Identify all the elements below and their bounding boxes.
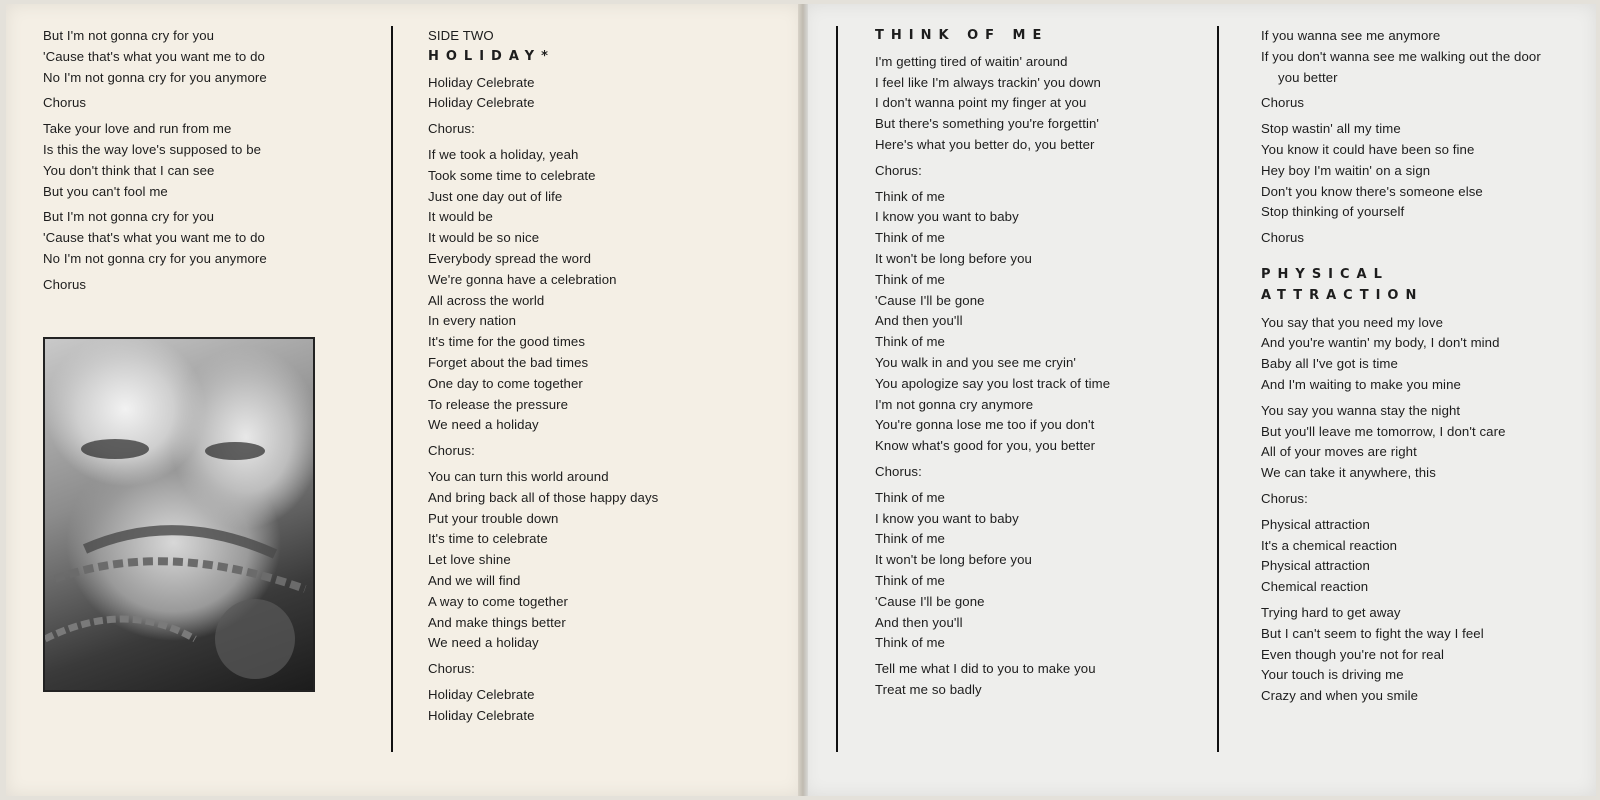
lyric-line: Chorus:: [428, 661, 475, 677]
lyric-line: Tell me what I did to you to make you: [875, 661, 1096, 677]
lyric-line: Think of me: [875, 188, 945, 204]
lyric-line: And bring back all of those happy days: [428, 489, 659, 505]
lyric-line: Chorus:: [875, 463, 922, 479]
lyric-line: Trying hard to get away: [1261, 604, 1401, 620]
lyric-line: Chorus: [43, 276, 87, 292]
lyric-line: Chorus:: [1261, 490, 1308, 506]
lyric-line: All of your moves are right: [1261, 444, 1417, 460]
lyric-line: Everybody spread the word: [428, 250, 592, 266]
lyric-line: I'm not gonna cry anymore: [875, 396, 1034, 412]
side-label: SIDE TWO: [428, 28, 494, 43]
lyric-line: Treat me so badly: [875, 681, 982, 697]
lyric-line: In every nation: [428, 313, 517, 329]
lyric-line: If you wanna see me anymore: [1261, 28, 1441, 43]
lyrics-column-think-of-me: [875, 26, 1205, 701]
lyric-line: It's a chemical reaction: [1261, 537, 1398, 553]
lyric-line: 'Cause that's what you want me to do: [43, 230, 265, 246]
lyric-line: And you're wantin' my body, I don't mind: [1261, 335, 1500, 351]
lyric-line: Stop wastin' all my time: [1261, 121, 1401, 137]
lyric-line: And then you'll: [875, 614, 963, 630]
lyric-line: You're gonna lose me too if you don't: [875, 417, 1095, 433]
lyric-line: Your touch is driving me: [1261, 667, 1404, 683]
lyric-line: If we took a holiday, yeah: [428, 146, 579, 162]
lyric-line: To release the pressure: [428, 396, 569, 412]
lyric-line: It would be: [428, 209, 493, 225]
lyric-line: Holiday Celebrate: [428, 707, 535, 723]
song-title-physical: PHYSICAL: [1261, 266, 1389, 282]
lyric-line: We need a holiday: [428, 417, 539, 433]
lyric-line: You walk in and you see me cryin': [875, 354, 1077, 370]
lyric-line: Holiday Celebrate: [428, 74, 535, 90]
lyric-line: You know it could have been so fine: [1261, 141, 1475, 157]
lyric-line: But I can't seem to fight the way I feel: [1261, 625, 1484, 641]
lyric-line: Even though you're not for real: [1261, 646, 1445, 662]
lyric-line: You can turn this world around: [428, 468, 609, 484]
lyric-line: Baby all I've got is time: [1261, 356, 1398, 372]
lyric-line: We can take it anywhere, this: [1261, 465, 1436, 481]
lyric-line: But you can't fool me: [43, 183, 168, 199]
lyric-line: But there's something you're forgettin': [875, 116, 1100, 132]
lyric-line: Stop thinking of yourself: [1261, 204, 1405, 220]
lyric-line: Is this the way love's supposed to be: [43, 141, 262, 157]
lyric-line: Physical attraction: [1261, 516, 1370, 532]
lyric-line: 'Cause that's what you want me to do: [43, 48, 265, 64]
lyric-line: Think of me: [875, 635, 945, 651]
lyric-line: Think of me: [875, 489, 945, 505]
column-rule-right-2: [1217, 26, 1219, 752]
lyric-line: Think of me: [875, 334, 945, 350]
lyric-line: I feel like I'm always trackin' you down: [875, 74, 1101, 90]
lyric-line: Chemical reaction: [1261, 579, 1369, 595]
lyric-line: 'Cause I'll be gone: [875, 593, 985, 609]
lyric-line: Took some time to celebrate: [428, 167, 596, 183]
lyric-line: Just one day out of life: [428, 188, 563, 204]
lyric-line: Chorus:: [428, 443, 475, 459]
lyric-line: Chorus:: [428, 121, 475, 137]
lyric-line: you better: [1278, 69, 1338, 85]
lyric-line: It won't be long before you: [875, 552, 1032, 568]
song-title-attraction: ATTRACTION: [1261, 287, 1424, 303]
lyric-line: If you don't wanna see me walking out the door: [1261, 48, 1541, 64]
portrait-photo-icon: [45, 339, 313, 690]
lyric-line: We're gonna have a celebration: [428, 271, 617, 287]
song-title-holiday: HOLIDAY*: [428, 48, 555, 64]
column-rule-right-1: [836, 26, 838, 752]
column-rule-left: [391, 26, 393, 752]
lyric-line: It's time to celebrate: [428, 531, 548, 547]
lyric-line: Chorus: [43, 95, 87, 111]
lyric-line: It won't be long before you: [875, 250, 1032, 266]
lyric-line: I'm getting tired of waitin' around: [875, 53, 1068, 69]
lyric-line: You say you wanna stay the night: [1261, 402, 1461, 418]
lyric-line: Let love shine: [428, 552, 511, 568]
book-gutter: [798, 4, 808, 796]
lyric-line: Take your love and run from me: [43, 121, 232, 137]
lyric-line: Here's what you better do, you better: [875, 136, 1095, 152]
lyric-line: Don't you know there's someone else: [1261, 183, 1483, 199]
lyric-line: It's time for the good times: [428, 334, 586, 350]
lyric-line: But you'll leave me tomorrow, I don't care: [1261, 423, 1506, 439]
lyric-line: And we will find: [428, 572, 521, 588]
lyric-line: I don't wanna point my finger at you: [875, 95, 1087, 111]
lyric-line: You say that you need my love: [1261, 314, 1444, 330]
lyric-line: Know what's good for you, you better: [875, 438, 1096, 454]
lyric-line: Put your trouble down: [428, 510, 559, 526]
lyric-line: And make things better: [428, 614, 566, 630]
lyric-line: A way to come together: [428, 593, 569, 609]
lyric-line: And then you'll: [875, 313, 963, 329]
lyric-line: I know you want to baby: [875, 510, 1019, 526]
lyric-line: All across the world: [428, 292, 545, 308]
lyrics-column-cry-for-you: [43, 26, 373, 296]
lyric-line: Crazy and when you smile: [1261, 688, 1419, 704]
lyric-line: And I'm waiting to make you mine: [1261, 376, 1461, 392]
lyrics-column-physical-attraction: [1261, 26, 1591, 707]
lyric-line: Think of me: [875, 271, 945, 287]
lyric-line: Holiday Celebrate: [428, 686, 535, 702]
lyric-line: Holiday Celebrate: [428, 95, 535, 111]
portrait-photo: [43, 337, 315, 692]
lyric-line: Think of me: [875, 531, 945, 547]
lyric-line: I know you want to baby: [875, 209, 1019, 225]
lyric-line: No I'm not gonna cry for you anymore: [43, 69, 267, 85]
lyric-line: Chorus:: [875, 162, 922, 178]
lyric-line: Chorus: [1261, 230, 1305, 246]
lyric-line: Hey boy I'm waitin' on a sign: [1261, 162, 1431, 178]
lyric-line: It would be so nice: [428, 230, 540, 246]
lyric-line: But I'm not gonna cry for you: [43, 28, 215, 43]
lyric-line: Chorus: [1261, 95, 1305, 111]
lyric-line: Think of me: [875, 572, 945, 588]
lyric-line: But I'm not gonna cry for you: [43, 209, 215, 225]
lyric-line: We need a holiday: [428, 635, 539, 651]
lyric-line: Forget about the bad times: [428, 354, 589, 370]
lyric-line: You don't think that I can see: [43, 162, 215, 178]
song-title-think-of-me: THINK OF ME: [875, 28, 1049, 43]
lyric-line: Physical attraction: [1261, 558, 1370, 574]
lyric-line: One day to come together: [428, 375, 583, 391]
lyric-line: You apologize say you lost track of time: [875, 375, 1111, 391]
lyric-line: Think of me: [875, 230, 945, 246]
lyric-line: No I'm not gonna cry for you anymore: [43, 250, 267, 266]
lyric-line: 'Cause I'll be gone: [875, 292, 985, 308]
lyrics-column-holiday: [428, 26, 788, 727]
